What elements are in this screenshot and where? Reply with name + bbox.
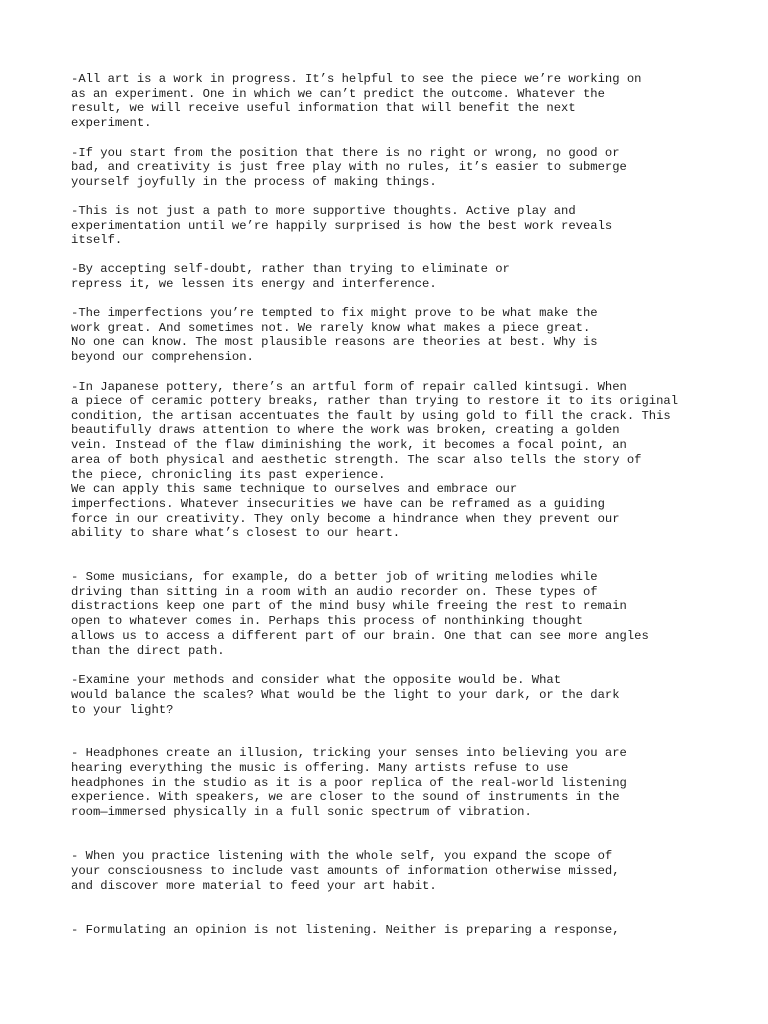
- text-line: ability to share what’s closest to our heart.: [71, 526, 401, 540]
- text-line: headphones in the studio as it is a poor replica of the real-world listening: [71, 776, 627, 790]
- text-line: and discover more material to feed your art habit.: [71, 879, 437, 893]
- text-line: -This is not just a path to more supportive thoughts. Active play and: [71, 204, 576, 218]
- text-line: -In Japanese pottery, there’s an artful form of repair called kintsugi. When: [71, 380, 627, 394]
- text-line: driving than sitting in a room with an audio recorder on. These types of: [71, 585, 598, 599]
- text-line: imperfections. Whatever insecurities we have can be reframed as a guiding: [71, 497, 605, 511]
- text-line: force in our creativity. They only become a hindrance when they prevent our: [71, 512, 620, 526]
- text-line: than the direct path.: [71, 644, 225, 658]
- text-line: the piece, chronicling its past experience.: [71, 468, 386, 482]
- text-line: bad, and creativity is just free play with no rules, it’s easier to submerge: [71, 160, 627, 174]
- text-line: -By accepting self-doubt, rather than trying to eliminate or: [71, 262, 510, 276]
- text-line: beautifully draws attention to where the work was broken, creating a golden: [71, 423, 620, 437]
- text-line: result, we will receive useful information that will benefit the next: [71, 101, 576, 115]
- text-line: open to whatever comes in. Perhaps this process of nonthinking thought: [71, 614, 583, 628]
- text-line: experiment.: [71, 116, 152, 130]
- text-line: No one can know. The most plausible reasons are theories at best. Why is: [71, 335, 598, 349]
- text-line: area of both physical and aesthetic strength. The scar also tells the story of: [71, 453, 642, 467]
- text-line: to your light?: [71, 703, 174, 717]
- text-line: your consciousness to include vast amounts of information otherwise missed,: [71, 864, 620, 878]
- text-line: allows us to access a different part of our brain. One that can see more angles: [71, 629, 649, 643]
- text-line: -If you start from the position that there is no right or wrong, no good or: [71, 146, 620, 160]
- text-line: -Examine your methods and consider what the opposite would be. What: [71, 673, 562, 687]
- text-line: -All art is a work in progress. It’s helpful to see the piece we’re working on: [71, 72, 642, 86]
- text-line: vein. Instead of the flaw diminishing the work, it becomes a focal point, an: [71, 438, 627, 452]
- text-line: would balance the scales? What would be the light to your dark, or the dark: [71, 688, 620, 702]
- text-line: - Headphones create an illusion, tricking your senses into believing you are: [71, 746, 627, 760]
- text-line: itself.: [71, 233, 123, 247]
- text-line: -The imperfections you’re tempted to fix might prove to be what make the: [71, 306, 598, 320]
- text-line: hearing everything the music is offering. Many artists refuse to use: [71, 761, 569, 775]
- text-line: - Formulating an opinion is not listening. Neither is preparing a response,: [71, 923, 620, 937]
- text-line: - Some musicians, for example, do a better job of writing melodies while: [71, 570, 598, 584]
- text-line: - When you practice listening with the whole self, you expand the scope of: [71, 849, 613, 863]
- text-line: distractions keep one part of the mind busy while freeing the rest to remain: [71, 599, 627, 613]
- text-line: condition, the artisan accentuates the fault by using gold to fill the crack. This: [71, 409, 671, 423]
- text-line: a piece of ceramic pottery breaks, rather than trying to restore it to its original: [71, 394, 679, 408]
- text-line: beyond our comprehension.: [71, 350, 254, 364]
- text-line: room—immersed physically in a full sonic spectrum of vibration.: [71, 805, 532, 819]
- text-line: We can apply this same technique to ourselves and embrace our: [71, 482, 518, 496]
- text-line: experience. With speakers, we are closer to the sound of instruments in the: [71, 790, 620, 804]
- text-line: as an experiment. One in which we can’t predict the outcome. Whatever the: [71, 87, 605, 101]
- text-line: repress it, we lessen its energy and interference.: [71, 277, 437, 291]
- text-line: experimentation until we’re happily surprised is how the best work reveals: [71, 219, 613, 233]
- text-line: yourself joyfully in the process of making things.: [71, 175, 437, 189]
- text-line: work great. And sometimes not. We rarely know what makes a piece great.: [71, 321, 591, 335]
